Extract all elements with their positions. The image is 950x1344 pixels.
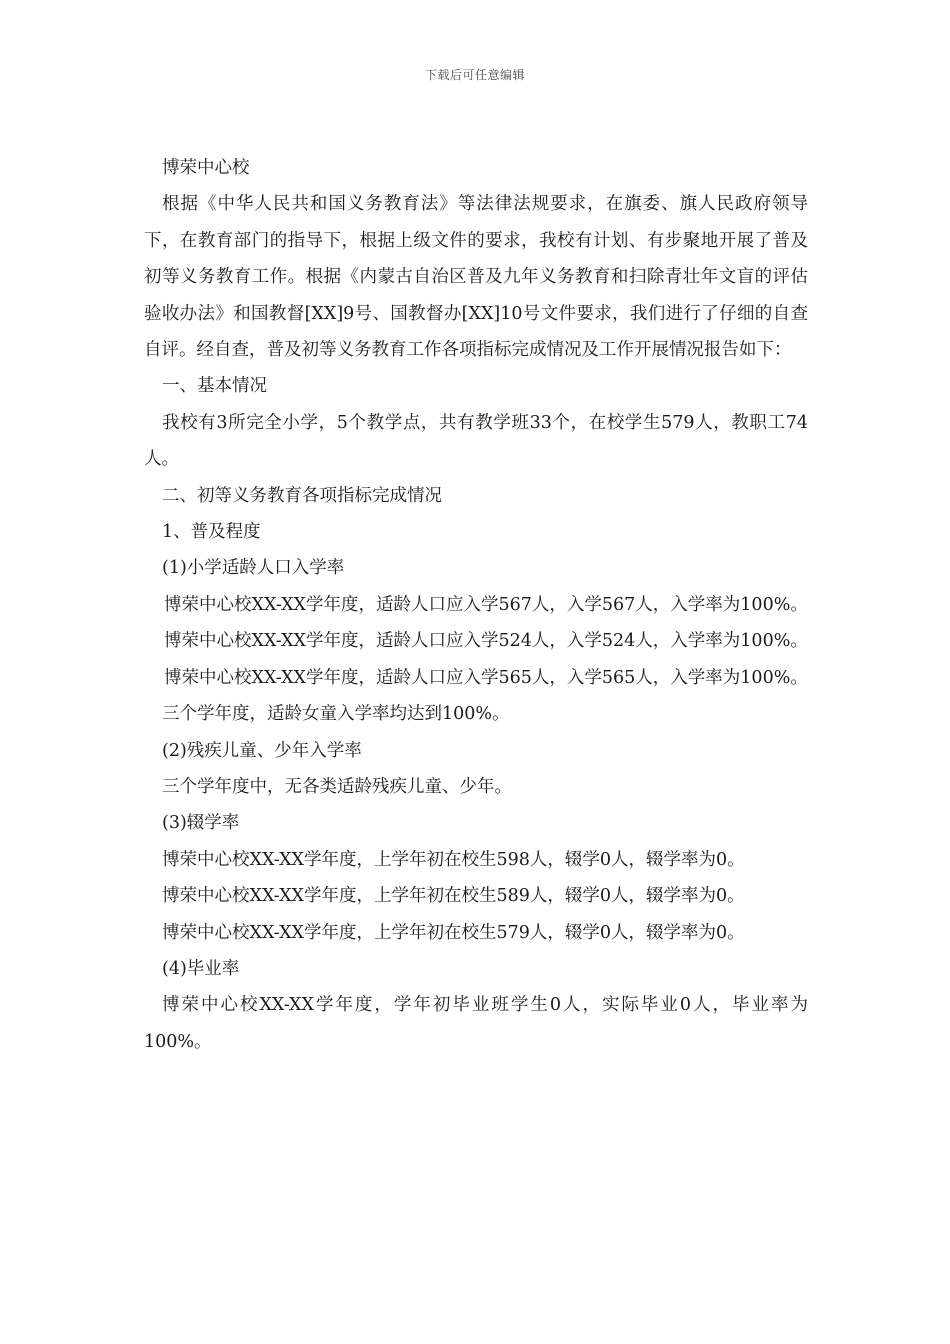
school-name: 博荣中心校 [162, 158, 250, 178]
item-heading-dropout: (3)辍学率 [162, 813, 240, 834]
basic-info-paragraph: 我校有3所完全小学，5个教学点，共有教学班33个，在校学生579人，教职工74人。 [144, 412, 808, 470]
dropout-year-3: 博荣中心校XX-XX学年度，上学年初在校生579人，辍学0人，辍学率为0。 [162, 922, 745, 943]
document-body [144, 150, 808, 1060]
page-header-note: 下载后可任意编辑 [424, 68, 525, 82]
enrollment-year-1: 博荣中心校XX-XX学年度，适龄人口应入学567人，入学567人，入学率为100%。 [164, 594, 808, 615]
subheading-coverage: 1、普及程度 [162, 522, 261, 543]
dropout-year-2: 博荣中心校XX-XX学年度，上学年初在校生589人，辍学0人，辍学率为0。 [162, 886, 745, 907]
girls-enrollment: 三个学年度，适龄女童入学率均达到100%。 [162, 704, 510, 725]
disabled-info: 三个学年度中，无各类适龄残疾儿童、少年。 [162, 776, 512, 797]
item-heading-graduation: (4)毕业率 [162, 958, 240, 979]
section-heading-indicators: 二、初等义务教育各项指标完成情况 [162, 485, 442, 506]
item-heading-disabled: (2)残疾儿童、少年入学率 [162, 740, 362, 761]
intro-paragraph: 根据《中华人民共和国义务教育法》等法律法规要求，在旗委、旗人民政府领导下，在教育部门的指导下，根据上级文件的要求，我校有计划、有步聚地开展了普及初等义务教育工作。根据《内蒙古自治区普及九年义务教育和扫除青壮年文盲的评估验收办法》和国教督[XX]9号、国教督办[XX]10号文件要求，我们进行了仔细的自查自评。经自查，普及初等义务教育工作各项指标完成情况及工作开展情况报告如下： [144, 194, 808, 361]
enrollment-year-3: 博荣中心校XX-XX学年度，适龄人口应入学565人，入学565人，入学率为100%。 [164, 667, 808, 688]
item-heading-enrollment: (1)小学适龄人口入学率 [162, 558, 345, 579]
graduation-info: 博荣中心校XX-XX学年度，学年初毕业班学生0人，实际毕业0人，毕业率为100%。 [144, 995, 808, 1052]
section-heading-basic: 一、基本情况 [162, 376, 267, 397]
enrollment-year-2: 博荣中心校XX-XX学年度，适龄人口应入学524人，入学524人，入学率为100%。 [164, 631, 808, 652]
dropout-year-1: 博荣中心校XX-XX学年度，上学年初在校生598人，辍学0人，辍学率为0。 [162, 849, 745, 870]
